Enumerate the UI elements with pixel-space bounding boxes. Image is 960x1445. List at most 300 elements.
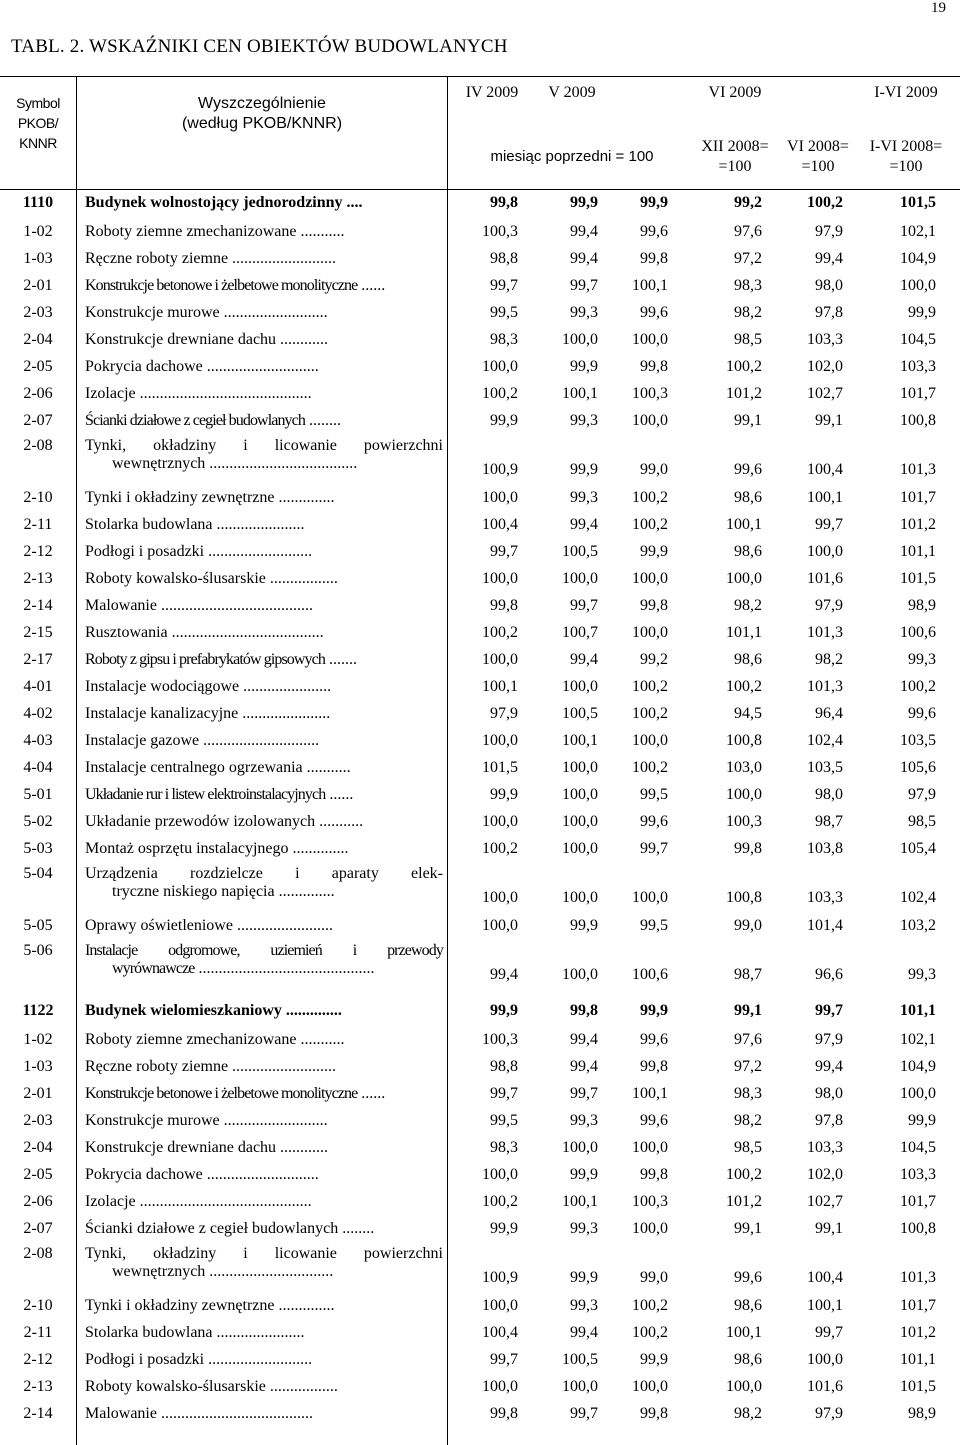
row-value: 99,9 bbox=[570, 1269, 598, 1286]
row-value: 100,4 bbox=[482, 516, 518, 533]
row-value: 99,0 bbox=[640, 1269, 668, 1286]
row-description bbox=[85, 732, 433, 750]
table-row bbox=[0, 217, 960, 244]
row-description bbox=[85, 385, 433, 403]
row-label bbox=[85, 759, 433, 777]
row-value: 98,2 bbox=[734, 1112, 762, 1129]
row-value: 99,7 bbox=[490, 543, 518, 560]
row-value: 99,6 bbox=[640, 813, 668, 830]
row-value: 99,7 bbox=[570, 597, 598, 614]
row-value: 100,2 bbox=[632, 759, 668, 776]
row-value: 101,5 bbox=[900, 194, 936, 211]
row-value: 99,9 bbox=[570, 917, 598, 934]
row-description bbox=[85, 1324, 433, 1342]
row-code: 1-03 bbox=[23, 250, 53, 267]
row-code: 1122 bbox=[22, 1002, 54, 1019]
leader-dots: .......................... bbox=[219, 1112, 328, 1129]
row-description bbox=[85, 1085, 433, 1103]
row-label bbox=[85, 732, 433, 750]
row-description bbox=[85, 358, 433, 376]
row-label-text: tryczne niskiego napięcia bbox=[112, 883, 275, 900]
leader-dots: ........... bbox=[296, 1031, 345, 1048]
row-value: 99,8 bbox=[640, 1166, 668, 1183]
row-value: 100,0 bbox=[562, 759, 598, 776]
row-description bbox=[85, 705, 433, 723]
header-prev-month: miesiąc poprzedni = 100 bbox=[490, 148, 654, 165]
leader-dots: ...... bbox=[357, 277, 386, 294]
row-value: 101,5 bbox=[482, 759, 518, 776]
row-value: 104,5 bbox=[900, 331, 936, 348]
row-code: 5-04 bbox=[23, 865, 53, 882]
row-value: 99,8 bbox=[490, 194, 518, 211]
row-value: 99,8 bbox=[490, 1405, 518, 1422]
table-row bbox=[0, 298, 960, 325]
row-value: 100,0 bbox=[632, 331, 668, 348]
row-description bbox=[85, 813, 433, 831]
row-label-text: Stolarka budowlana bbox=[85, 1324, 213, 1341]
table-header bbox=[0, 76, 960, 190]
row-label-text: Roboty ziemne zmechanizowane bbox=[85, 223, 297, 240]
row-description bbox=[85, 1112, 433, 1130]
row-value: 101,1 bbox=[726, 624, 762, 641]
leader-dots: ............................ bbox=[202, 1166, 319, 1183]
row-value: 100,0 bbox=[482, 1297, 518, 1314]
row-label-text: Malowanie bbox=[85, 597, 157, 614]
leader-dots: ...................... bbox=[212, 1324, 305, 1341]
row-label bbox=[85, 1220, 433, 1238]
header-period-v-2009: V 2009 bbox=[548, 84, 596, 101]
row-code: 2-06 bbox=[23, 1193, 53, 1210]
row-value: 100,1 bbox=[482, 678, 518, 695]
row-code: 2-13 bbox=[23, 1378, 53, 1395]
row-label-word: odgromowe, bbox=[168, 942, 240, 959]
row-value: 102,4 bbox=[807, 732, 843, 749]
row-description bbox=[85, 865, 443, 901]
row-label bbox=[85, 358, 433, 376]
leader-dots: ............................. bbox=[199, 732, 320, 749]
row-value: 99,0 bbox=[640, 461, 668, 478]
row-value: 100,9 bbox=[482, 1269, 518, 1286]
row-description bbox=[85, 942, 443, 978]
row-value: 101,3 bbox=[807, 678, 843, 695]
row-value: 98,5 bbox=[734, 331, 762, 348]
header-base-vi-2008 bbox=[778, 137, 858, 177]
leader-dots: .............. bbox=[274, 489, 335, 506]
row-value: 101,6 bbox=[807, 570, 843, 587]
row-value: 99,8 bbox=[490, 597, 518, 614]
row-value: 97,9 bbox=[815, 597, 843, 614]
row-value: 100,1 bbox=[807, 489, 843, 506]
row-value: 101,2 bbox=[726, 385, 762, 402]
row-description bbox=[85, 223, 433, 241]
row-value: 99,7 bbox=[570, 277, 598, 294]
table-row bbox=[0, 726, 960, 753]
row-description bbox=[85, 516, 433, 534]
row-value: 100,0 bbox=[562, 331, 598, 348]
row-value: 100,3 bbox=[632, 1193, 668, 1210]
leader-dots: .............. bbox=[274, 1297, 335, 1314]
row-label-word: i bbox=[352, 942, 357, 959]
row-value: 100,2 bbox=[726, 678, 762, 695]
row-value: 100,2 bbox=[482, 840, 518, 857]
leader-dots: .............. bbox=[288, 840, 349, 857]
row-value: 99,9 bbox=[570, 461, 598, 478]
header-description bbox=[77, 94, 447, 134]
row-code: 4-01 bbox=[23, 678, 53, 695]
row-label-text: Konstrukcje murowe bbox=[85, 304, 220, 321]
row-label-word: licowanie bbox=[274, 1245, 337, 1262]
row-description bbox=[85, 277, 433, 295]
row-value: 104,5 bbox=[900, 1139, 936, 1156]
row-value: 99,3 bbox=[570, 1220, 598, 1237]
row-value: 101,5 bbox=[900, 1378, 936, 1395]
row-value: 97,6 bbox=[734, 223, 762, 240]
header-period-iv-2009: IV 2009 bbox=[465, 84, 519, 101]
row-value: 100,0 bbox=[562, 570, 598, 587]
row-value: 97,9 bbox=[815, 1031, 843, 1048]
row-value: 102,0 bbox=[807, 1166, 843, 1183]
row-label bbox=[85, 651, 433, 669]
row-value: 100,0 bbox=[482, 917, 518, 934]
row-value: 100,0 bbox=[482, 889, 518, 906]
table-row bbox=[0, 352, 960, 379]
table-row bbox=[0, 591, 960, 618]
row-description bbox=[85, 412, 433, 430]
row-value: 100,5 bbox=[562, 543, 598, 560]
row-value: 100,1 bbox=[632, 277, 668, 294]
row-value: 100,0 bbox=[900, 1085, 936, 1102]
row-code: 2-15 bbox=[23, 624, 53, 641]
header-symbol-line: Symbol bbox=[16, 95, 60, 111]
row-code: 2-01 bbox=[23, 1085, 53, 1102]
row-value: 100,8 bbox=[900, 412, 936, 429]
row-value: 99,4 bbox=[570, 651, 598, 668]
row-value: 99,7 bbox=[490, 277, 518, 294]
row-label bbox=[85, 1351, 433, 1369]
row-value: 100,2 bbox=[632, 1297, 668, 1314]
row-value: 98,7 bbox=[815, 813, 843, 830]
row-value: 99,1 bbox=[815, 412, 843, 429]
row-label-text: Roboty z gipsu i prefabrykatów gipsowych bbox=[85, 651, 325, 668]
row-value: 99,9 bbox=[640, 1002, 668, 1019]
row-label-text: Ścianki działowe z cegieł budowlanych bbox=[85, 1220, 339, 1237]
row-description bbox=[85, 1297, 433, 1315]
row-value: 101,3 bbox=[900, 461, 936, 478]
row-label bbox=[85, 865, 443, 883]
row-value: 103,0 bbox=[726, 759, 762, 776]
table-row bbox=[0, 753, 960, 780]
row-value: 99,9 bbox=[490, 786, 518, 803]
row-value: 99,9 bbox=[640, 1351, 668, 1368]
row-value: 100,9 bbox=[482, 461, 518, 478]
page-number: 19 bbox=[931, 0, 946, 16]
row-label-word: powierzchni bbox=[363, 437, 443, 454]
leader-dots: .......................... bbox=[204, 1351, 313, 1368]
table-row bbox=[0, 1345, 960, 1372]
row-label bbox=[85, 1405, 433, 1423]
row-label bbox=[85, 437, 443, 455]
row-description bbox=[85, 1351, 433, 1369]
row-label-text: Tynki i okładziny zewnętrzne bbox=[85, 1297, 275, 1314]
row-value: 99,4 bbox=[815, 1058, 843, 1075]
row-code: 4-02 bbox=[23, 705, 53, 722]
row-label-word: aparaty bbox=[331, 865, 379, 882]
row-label bbox=[85, 194, 433, 212]
header-symbol-line: PKOB/ bbox=[17, 115, 59, 131]
row-label-text: wewnętrznych bbox=[112, 1263, 206, 1280]
table-row bbox=[0, 1160, 960, 1187]
row-description bbox=[85, 1378, 433, 1396]
row-value: 98,2 bbox=[734, 597, 762, 614]
row-value: 100,0 bbox=[562, 889, 598, 906]
row-value: 98,6 bbox=[734, 651, 762, 668]
row-value: 99,9 bbox=[490, 412, 518, 429]
row-description bbox=[85, 1002, 433, 1020]
header-divider bbox=[447, 77, 448, 189]
row-label-word: i bbox=[243, 1245, 248, 1262]
row-description bbox=[85, 840, 433, 858]
leader-dots: .............. bbox=[281, 1002, 342, 1019]
row-value: 99,6 bbox=[908, 705, 936, 722]
row-value: 105,6 bbox=[900, 759, 936, 776]
row-description bbox=[85, 304, 433, 322]
table-row bbox=[0, 1106, 960, 1133]
row-description bbox=[85, 917, 433, 935]
row-value: 100,0 bbox=[482, 570, 518, 587]
row-label-text: Podłogi i posadzki bbox=[85, 543, 205, 560]
row-code: 2-10 bbox=[23, 489, 53, 506]
row-value: 99,4 bbox=[570, 1058, 598, 1075]
row-label bbox=[85, 277, 433, 295]
row-value: 102,0 bbox=[807, 358, 843, 375]
row-value: 100,1 bbox=[562, 732, 598, 749]
row-label bbox=[85, 1166, 433, 1184]
row-value: 99,9 bbox=[490, 1002, 518, 1019]
row-description bbox=[85, 759, 433, 777]
row-code: 2-04 bbox=[23, 331, 53, 348]
row-value: 100,0 bbox=[632, 570, 668, 587]
header-base-line: =100 bbox=[801, 158, 835, 175]
row-code: 2-03 bbox=[23, 1112, 53, 1129]
row-value: 99,4 bbox=[815, 250, 843, 267]
row-value: 101,1 bbox=[900, 1002, 936, 1019]
table-row bbox=[0, 379, 960, 406]
row-value: 100,6 bbox=[900, 624, 936, 641]
row-value: 100,0 bbox=[632, 624, 668, 641]
row-value: 99,4 bbox=[570, 223, 598, 240]
row-description bbox=[85, 624, 433, 642]
row-label-text: Konstrukcje betonowe i żelbetowe monolityczne bbox=[85, 1085, 358, 1102]
row-label bbox=[85, 250, 433, 268]
row-label bbox=[85, 489, 433, 507]
row-label-text: Izolacje bbox=[85, 385, 136, 402]
row-value: 100,1 bbox=[726, 516, 762, 533]
row-value: 100,4 bbox=[807, 461, 843, 478]
row-value: 98,6 bbox=[734, 543, 762, 560]
row-value: 100,2 bbox=[632, 678, 668, 695]
row-value: 101,7 bbox=[900, 1193, 936, 1210]
row-value: 102,1 bbox=[900, 1031, 936, 1048]
row-label bbox=[85, 942, 443, 960]
row-value: 98,8 bbox=[490, 1058, 518, 1075]
row-label bbox=[85, 331, 433, 349]
leader-dots: .......................... bbox=[204, 543, 313, 560]
row-value: 103,3 bbox=[807, 1139, 843, 1156]
row-value: 99,3 bbox=[570, 489, 598, 506]
row-code: 5-02 bbox=[23, 813, 53, 830]
table-row bbox=[0, 1133, 960, 1160]
header-symbol bbox=[0, 93, 76, 153]
row-value: 100,2 bbox=[726, 1166, 762, 1183]
row-label-text: Montaż osprzętu instalacyjnego bbox=[85, 840, 289, 857]
table-row bbox=[0, 645, 960, 672]
row-value: 99,1 bbox=[734, 1002, 762, 1019]
row-label-text: Roboty kowalsko-ślusarskie bbox=[85, 1378, 266, 1395]
table-row bbox=[0, 271, 960, 298]
row-value: 101,3 bbox=[807, 624, 843, 641]
row-description bbox=[85, 597, 433, 615]
table-row bbox=[0, 618, 960, 645]
row-label-word: Tynki, bbox=[85, 1245, 127, 1262]
row-description bbox=[85, 786, 433, 804]
row-description bbox=[85, 250, 433, 268]
row-value: 100,0 bbox=[482, 358, 518, 375]
row-value: 100,3 bbox=[482, 223, 518, 240]
row-value: 99,8 bbox=[640, 1405, 668, 1422]
table-row bbox=[0, 1291, 960, 1318]
row-value: 100,0 bbox=[562, 678, 598, 695]
row-description bbox=[85, 1405, 433, 1423]
row-value: 101,1 bbox=[900, 543, 936, 560]
row-description bbox=[85, 194, 433, 212]
row-value: 98,3 bbox=[490, 331, 518, 348]
table-title: TABL. 2. WSKAŹNIKI CEN OBIEKTÓW BUDOWLANYCH bbox=[11, 36, 508, 57]
row-value: 101,7 bbox=[900, 385, 936, 402]
leader-dots: ..................................... bbox=[205, 455, 358, 472]
table-row bbox=[0, 325, 960, 352]
row-code: 1-02 bbox=[23, 223, 53, 240]
row-value: 100,0 bbox=[562, 1378, 598, 1395]
leader-dots: ...... bbox=[357, 1085, 386, 1102]
table-row bbox=[0, 1318, 960, 1345]
row-label bbox=[85, 1297, 433, 1315]
row-label-continuation bbox=[85, 455, 433, 473]
leader-dots: .......................... bbox=[219, 304, 328, 321]
row-value: 101,3 bbox=[900, 1269, 936, 1286]
row-value: 96,6 bbox=[815, 966, 843, 983]
row-label-text: Tynki i okładziny zewnętrzne bbox=[85, 489, 275, 506]
leader-dots: ...................... bbox=[212, 516, 305, 533]
row-description bbox=[85, 1058, 433, 1076]
row-value: 99,7 bbox=[490, 1351, 518, 1368]
row-value: 102,7 bbox=[807, 1193, 843, 1210]
table-row bbox=[0, 564, 960, 591]
row-value: 100,0 bbox=[482, 1166, 518, 1183]
leader-dots: .... bbox=[342, 194, 363, 211]
header-base-xii-2008 bbox=[692, 137, 778, 177]
table-row bbox=[0, 699, 960, 726]
row-label-continuation bbox=[85, 1263, 433, 1281]
row-description bbox=[85, 543, 433, 561]
leader-dots: ...................... bbox=[238, 705, 331, 722]
row-label-text: Izolacje bbox=[85, 1193, 136, 1210]
row-code: 5-05 bbox=[23, 917, 53, 934]
row-code: 1110 bbox=[22, 194, 54, 211]
row-value: 97,9 bbox=[815, 1405, 843, 1422]
row-value: 100,5 bbox=[562, 705, 598, 722]
row-value: 99,3 bbox=[570, 1297, 598, 1314]
row-label-word: okładziny bbox=[153, 437, 217, 454]
row-label-text: Konstrukcje drewniane dachu bbox=[85, 331, 277, 348]
header-base-line: I-VI 2008= bbox=[869, 138, 943, 155]
row-value: 99,5 bbox=[490, 1112, 518, 1129]
row-label-word: i bbox=[295, 865, 300, 882]
row-value: 103,8 bbox=[807, 840, 843, 857]
row-label bbox=[85, 516, 433, 534]
row-value: 98,8 bbox=[490, 250, 518, 267]
row-value: 101,2 bbox=[900, 1324, 936, 1341]
row-description bbox=[85, 1245, 443, 1281]
row-value: 103,3 bbox=[807, 889, 843, 906]
row-value: 98,2 bbox=[815, 651, 843, 668]
leader-dots: ........... bbox=[315, 813, 364, 830]
header-description-line: Wyszczególnienie bbox=[198, 95, 326, 112]
row-label bbox=[85, 1324, 433, 1342]
row-value: 99,8 bbox=[570, 1002, 598, 1019]
row-value: 99,9 bbox=[570, 1166, 598, 1183]
row-value: 99,7 bbox=[570, 1085, 598, 1102]
row-value: 101,2 bbox=[900, 516, 936, 533]
row-value: 100,0 bbox=[482, 651, 518, 668]
row-value: 100,1 bbox=[562, 1193, 598, 1210]
row-code: 2-08 bbox=[23, 437, 53, 454]
row-description bbox=[85, 489, 433, 507]
header-period-i-vi-2009: I-VI 2009 bbox=[874, 84, 938, 101]
row-value: 98,0 bbox=[815, 786, 843, 803]
row-label-word: licowanie bbox=[274, 437, 337, 454]
row-label bbox=[85, 813, 433, 831]
header-base-line: =100 bbox=[718, 158, 752, 175]
header-base-line: =100 bbox=[889, 158, 923, 175]
row-value: 98,5 bbox=[908, 813, 936, 830]
row-code: 2-08 bbox=[23, 1245, 53, 1262]
leader-dots: ........ bbox=[304, 412, 341, 429]
leader-dots: ............ bbox=[276, 1139, 329, 1156]
row-value: 98,2 bbox=[734, 1405, 762, 1422]
row-label-word: przewody bbox=[387, 942, 443, 959]
row-value: 99,1 bbox=[815, 1220, 843, 1237]
table-row bbox=[0, 1187, 960, 1214]
row-value: 98,3 bbox=[490, 1139, 518, 1156]
row-value: 99,1 bbox=[734, 1220, 762, 1237]
row-value: 99,3 bbox=[570, 1112, 598, 1129]
row-code: 2-06 bbox=[23, 385, 53, 402]
row-value: 98,0 bbox=[815, 1085, 843, 1102]
row-value: 105,4 bbox=[900, 840, 936, 857]
row-description bbox=[85, 1220, 433, 1238]
row-label-text: Konstrukcje murowe bbox=[85, 1112, 220, 1129]
row-value: 100,3 bbox=[632, 385, 668, 402]
row-value: 101,7 bbox=[900, 489, 936, 506]
row-value: 100,0 bbox=[632, 1139, 668, 1156]
row-label-word: elek- bbox=[411, 865, 443, 882]
leader-dots: ................. bbox=[265, 1378, 338, 1395]
row-value: 94,5 bbox=[734, 705, 762, 722]
row-value: 96,4 bbox=[815, 705, 843, 722]
table-row bbox=[0, 483, 960, 510]
row-code: 1-02 bbox=[23, 1031, 53, 1048]
header-description-line: (według PKOB/KNNR) bbox=[181, 115, 343, 132]
